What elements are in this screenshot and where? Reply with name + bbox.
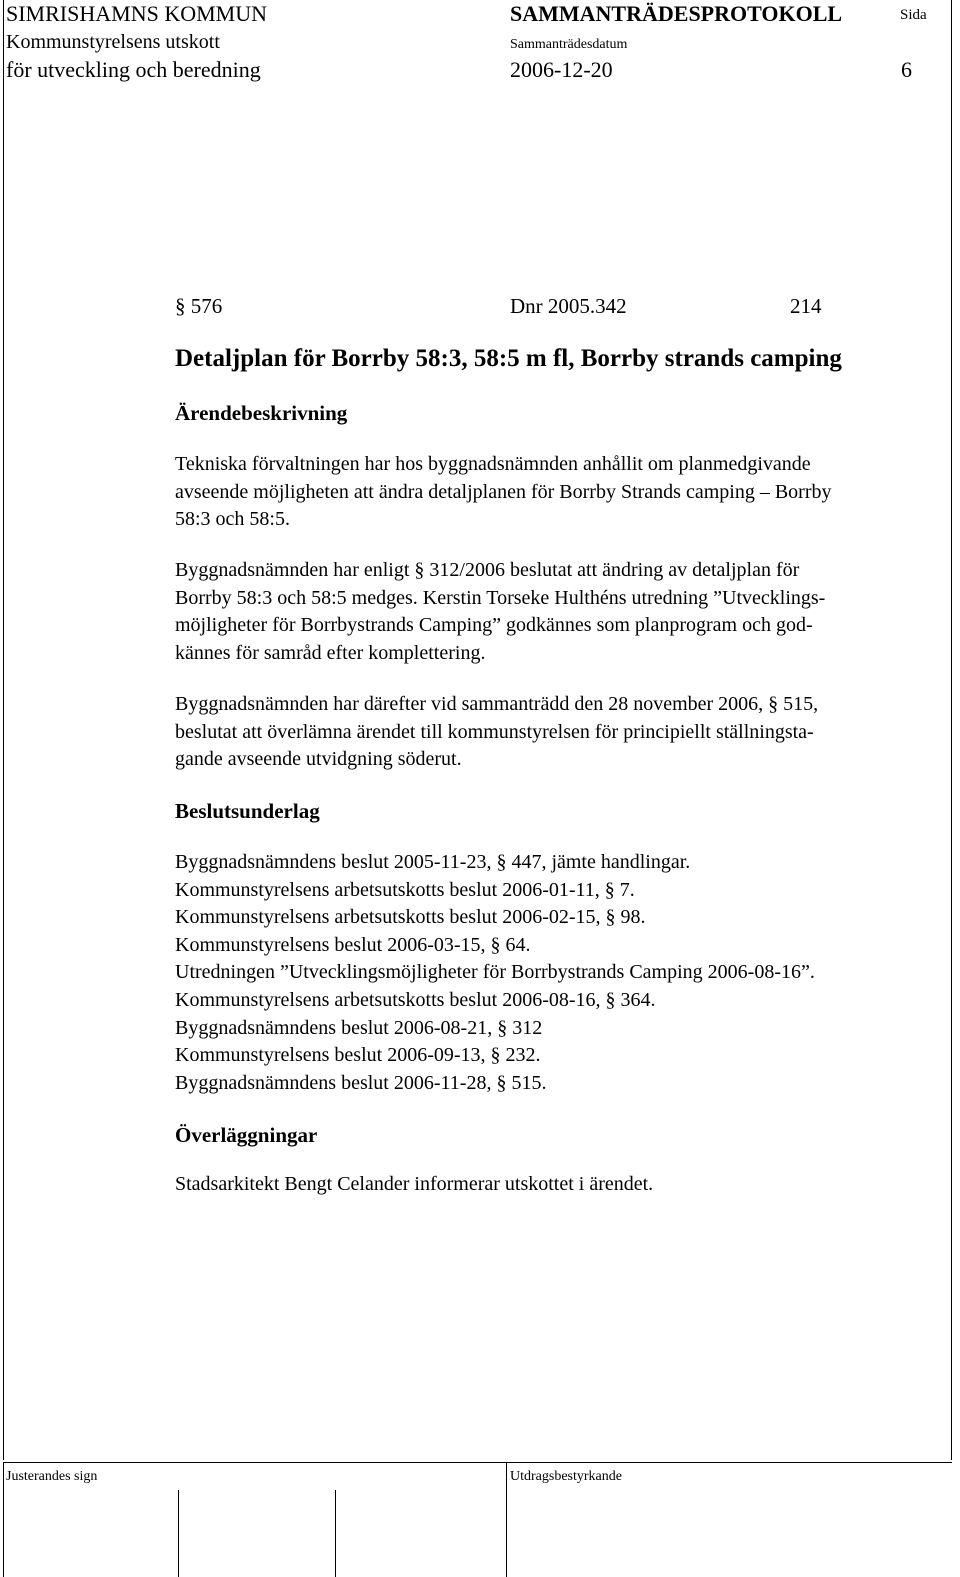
dnr: Dnr 2005.342 [510, 294, 627, 318]
para2-line: Borrby 58:3 och 58:5 medges. Kerstin Torseke Hulthéns utredning ”Utvecklings- [175, 586, 826, 609]
arendebeskrivning-para2 [175, 557, 825, 667]
para1-line: Tekniska förvaltningen har hos byggnadsnämnden anhållit om planmedgivande [175, 453, 811, 475]
overlaggningar-text: Stadsarkitekt Bengt Celander informerar utskottet i ärendet. [175, 1173, 654, 1195]
list-item: Byggnadsnämndens beslut 2006-08-21, § 312 [175, 1016, 543, 1039]
para3-line: gande avseende utvidgning söderut. [175, 748, 462, 770]
para3-line: beslutat att överlämna ärendet till kommunstyrelsen för principiellt ställningsta- [175, 720, 814, 743]
meeting-date: 2006-12-20 [510, 57, 613, 82]
para2-line: kännes för samråd efter komplettering. [175, 641, 486, 664]
right-border [951, 0, 952, 1460]
justerandes-sign-label: Justerandes sign [6, 1469, 98, 1484]
case-title: Detaljplan för Borrby 58:3, 58:5 m fl, Borrby strands camping [175, 345, 842, 372]
list-item: Kommunstyrelsens arbetsutskotts beslut 2006-08-16, § 364. [175, 988, 656, 1011]
para1-line: avseende möjligheten att ändra detaljplanen för Borrby Strands camping – Borrby [175, 480, 832, 503]
footer-top-rule [3, 1462, 952, 1463]
list-item: Kommunstyrelsens arbetsutskotts beslut 2006-02-15, § 98. [175, 906, 646, 929]
list-item: Byggnadsnämndens beslut 2005-11-23, § 447, jämte handlingar. [175, 851, 691, 873]
arendebeskrivning-para3 [175, 691, 818, 774]
para3-line: Byggnadsnämnden har därefter vid sammanträdd den 28 november 2006, § 515, [175, 693, 819, 715]
signature-divider [178, 1490, 179, 1577]
committee-line1: Kommunstyrelsens utskott [6, 31, 220, 53]
arendebeskrivning-para1 [175, 451, 831, 534]
para1-line: 58:3 och 58:5. [175, 508, 290, 530]
date-label: Sammanträdesdatum [510, 37, 628, 52]
utdragsbestyrkande-label: Utdragsbestyrkande [510, 1469, 622, 1484]
list-item: Byggnadsnämndens beslut 2006-11-28, § 515. [175, 1071, 547, 1094]
org-name: SIMRISHAMNS KOMMUN [6, 1, 267, 26]
signature-divider [335, 1490, 336, 1577]
overlaggningar-heading: Överläggningar [175, 1123, 318, 1147]
list-item: Utredningen ”Utvecklingsmöjligheter för Borrbystrands Camping 2006-08-16”. [175, 961, 815, 984]
para2-line: Byggnadsnämnden har enligt § 312/2006 beslutat att ändring av detaljplan för [175, 559, 800, 581]
list-item: Kommunstyrelsens beslut 2006-09-13, § 232. [175, 1044, 541, 1067]
list-item: Kommunstyrelsens beslut 2006-03-15, § 64. [175, 933, 531, 956]
signature-divider [506, 1462, 507, 1577]
case-code: 214 [790, 294, 822, 318]
arendebeskrivning-heading: Ärendebeskrivning [175, 401, 348, 425]
page-number: 6 [901, 57, 912, 82]
signature-divider [3, 1462, 4, 1577]
page-label: Sida [900, 7, 927, 23]
left-border [3, 0, 4, 1460]
doc-type: SAMMANTRÄDESPROTOKOLL [510, 1, 843, 26]
beslutsunderlag-list [175, 849, 815, 1097]
section-number: § 576 [175, 294, 223, 318]
list-item: Kommunstyrelsens arbetsutskotts beslut 2006-01-11, § 7. [175, 878, 635, 901]
para2-line: möjligheter för Borrbystrands Camping” godkännes som planprogram och god- [175, 614, 813, 636]
beslutsunderlag-heading: Beslutsunderlag [175, 799, 320, 823]
committee-line2: för utveckling och beredning [6, 57, 261, 82]
